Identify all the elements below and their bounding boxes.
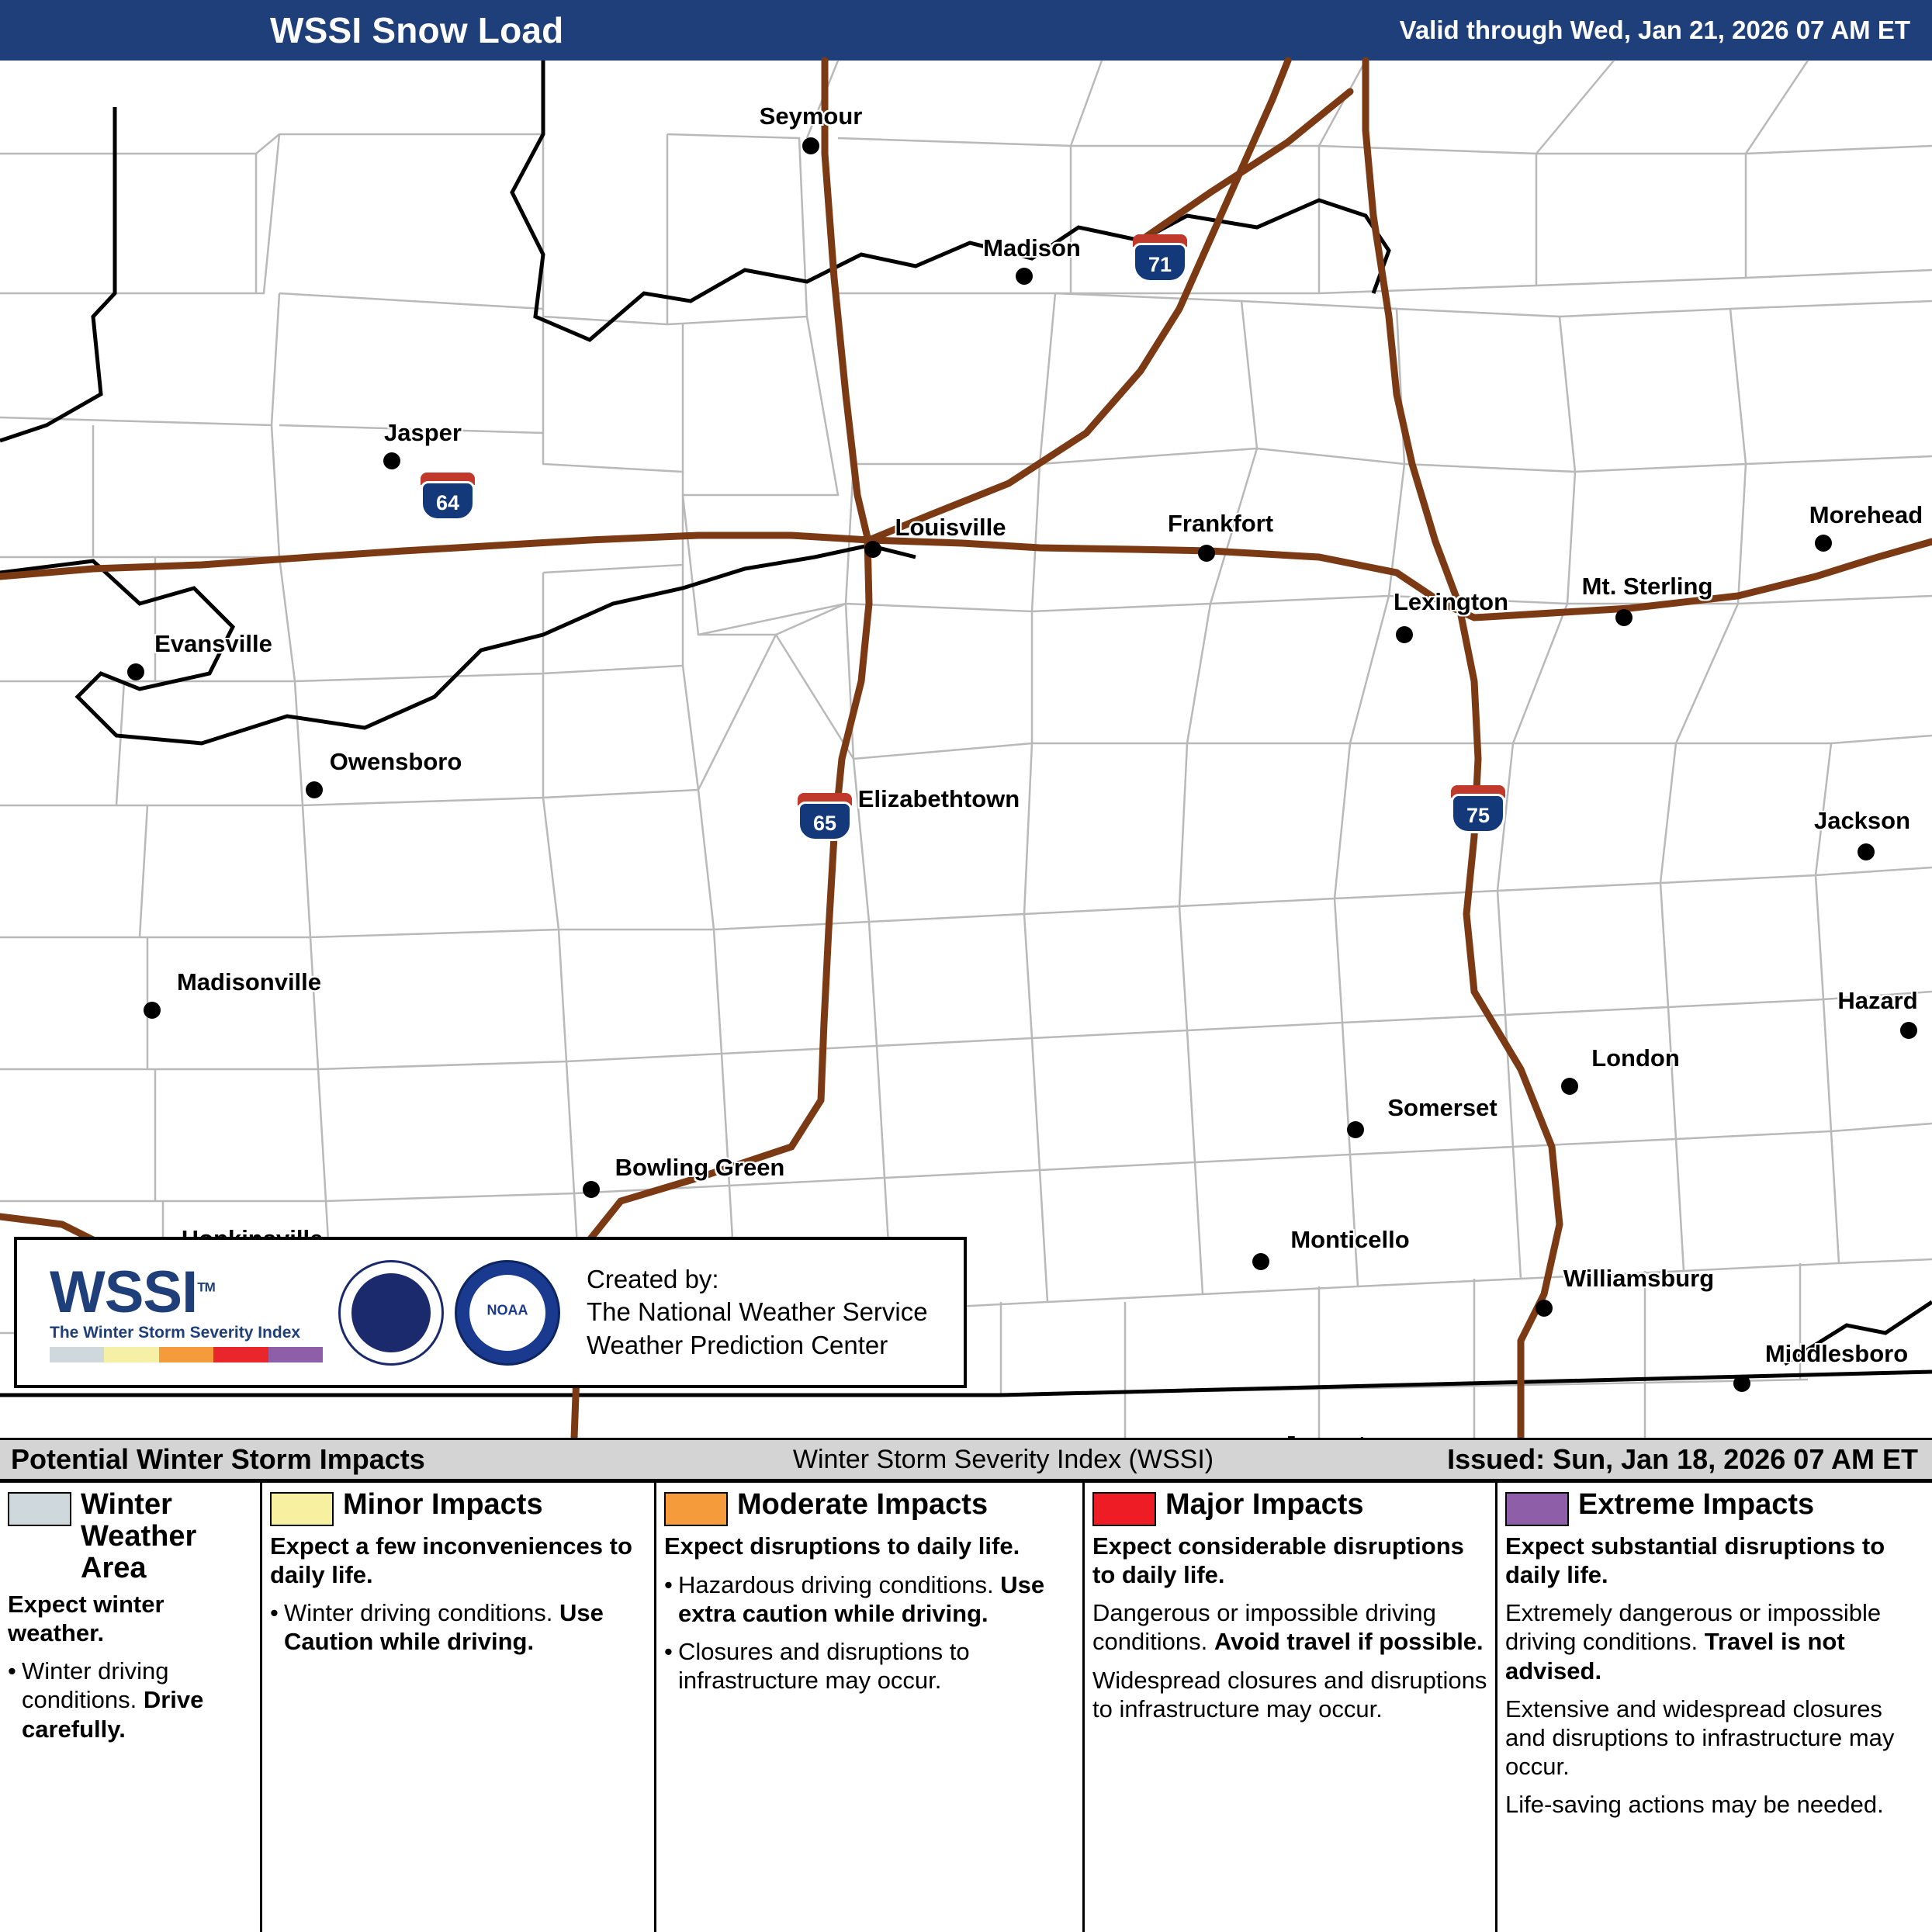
bullet-icon: •	[664, 1570, 673, 1598]
legend-color-swatch	[664, 1492, 728, 1526]
city-dot	[1858, 843, 1875, 860]
legend-category-lead: Expect disruptions to daily life.	[664, 1532, 1020, 1560]
legend-color-swatch	[8, 1492, 71, 1526]
legend-category	[656, 1483, 1085, 1932]
wssi-wordmark	[50, 1259, 327, 1325]
city-label: Elizabethtown	[857, 785, 1020, 812]
map-canvas[interactable]	[0, 61, 1932, 1438]
wssi-full-name: Winter Storm Severity Index (WSSI)	[792, 1444, 1214, 1474]
created-by-block	[587, 1263, 928, 1362]
legend-detail-item	[8, 1657, 252, 1743]
city-label: Evansville	[154, 630, 272, 657]
legend-category	[262, 1483, 656, 1932]
issued-text: Issued: Sun, Jan 18, 2026 07 AM ET	[1447, 1443, 1918, 1475]
wssi-swatch	[213, 1347, 268, 1362]
interstate-shield-number: 64	[421, 481, 475, 521]
legend-color-swatch	[1505, 1492, 1569, 1526]
legend-category-header	[664, 1489, 1075, 1526]
legend-color-swatch	[1092, 1492, 1156, 1526]
legend-detail-item: Dangerous or impossible driving conditions. Avoid travel if possible.	[1092, 1599, 1484, 1656]
city-dot	[1561, 1078, 1578, 1095]
interstate-shield-icon	[421, 473, 475, 521]
impacts-sub-header	[0, 1438, 1932, 1481]
legend-color-swatch	[270, 1492, 334, 1526]
city-dot	[1900, 1022, 1917, 1039]
wssi-swatch	[268, 1347, 323, 1362]
city-dot	[1016, 268, 1033, 285]
city-label: Frankfort	[1167, 510, 1274, 537]
city-label: Hazard	[1837, 987, 1918, 1014]
legend-detail-item: Widespread closures and disruptions to infrastructure may occur.	[1092, 1666, 1487, 1723]
city-dot	[1733, 1375, 1750, 1392]
legend-category-title: Winter Weather Area	[81, 1488, 197, 1585]
city-label: London	[1591, 1044, 1680, 1072]
valid-through-text: Valid through Wed, Jan 21, 2026 07 AM ET	[1399, 16, 1910, 44]
city-label: Somerset	[1387, 1094, 1497, 1121]
legend-category-header	[8, 1489, 252, 1584]
legend-detail-text: Winter driving conditions. Drive carefully.	[22, 1657, 204, 1743]
legend-category	[1085, 1483, 1497, 1932]
header-bar	[0, 0, 1932, 61]
wssi-swatch	[50, 1347, 104, 1362]
city-label: Jasper	[384, 419, 462, 446]
legend-detail-text: Closures and disruptions to infrastructure may occur.	[678, 1637, 970, 1695]
city-dot	[127, 663, 144, 680]
bullet-icon: •	[664, 1637, 673, 1665]
city-dot	[383, 452, 400, 469]
state-and-river-boundaries	[0, 61, 1932, 1395]
interstate-shield-number: 75	[1451, 794, 1505, 833]
wssi-brand	[17, 1259, 327, 1362]
city-label: Morehead	[1809, 501, 1923, 528]
impacts-title: Potential Winter Storm Impacts	[11, 1443, 425, 1475]
city-label: Monticello	[1290, 1226, 1410, 1253]
noaa-seal-icon	[455, 1260, 560, 1366]
city-dot	[1396, 626, 1413, 643]
city-label: Bowling Green	[615, 1154, 785, 1181]
legend-category-title: Minor Impacts	[343, 1488, 543, 1521]
created-by-line-3: Weather Prediction Center	[587, 1330, 888, 1359]
city-dot	[802, 137, 819, 154]
city-dot	[1615, 609, 1633, 626]
legend-category-header	[1092, 1489, 1487, 1526]
wssi-subtitle: The Winter Storm Severity Index	[50, 1323, 301, 1342]
interstate-shield-icon	[1451, 785, 1505, 833]
legend-detail-item	[270, 1598, 646, 1656]
city-label: Williamsburg	[1563, 1265, 1715, 1292]
legend-detail-item: Life-saving actions may be needed.	[1505, 1791, 1884, 1819]
legend-category	[1497, 1483, 1932, 1932]
legend-category-title: Major Impacts	[1165, 1488, 1364, 1521]
legend-category-lead: Expect winter weather.	[8, 1591, 164, 1646]
legend-detail-item: Extensive and widespread closures and disruptions to infrastructure may occur.	[1505, 1695, 1895, 1781]
city-dot	[1198, 545, 1215, 562]
wssi-text: WSSI	[50, 1259, 198, 1325]
wssi-color-swatches	[50, 1347, 323, 1362]
city-label: Mt. Sterling	[1581, 573, 1713, 600]
nws-seal-inner	[351, 1273, 431, 1352]
city-dot	[1536, 1300, 1553, 1317]
interstate-shield-number: 65	[798, 802, 852, 841]
legend-category-title: Moderate Impacts	[737, 1488, 989, 1521]
city-label: Seymour	[759, 102, 863, 130]
wssi-swatch	[159, 1347, 213, 1362]
city-dot	[864, 541, 881, 558]
legend-category-lead: Expect considerable disruptions to daily life.	[1092, 1532, 1464, 1588]
city-dot	[306, 781, 323, 798]
bullet-icon: •	[8, 1657, 16, 1685]
legend	[0, 1481, 1932, 1932]
created-by-line-1: Created by:	[587, 1265, 719, 1294]
interstate-shield-number: 71	[1133, 243, 1187, 282]
city-dot	[1815, 535, 1832, 552]
created-by-line-2: The National Weather Service	[587, 1297, 928, 1327]
legend-category-header	[1505, 1489, 1924, 1526]
city-label: Madisonville	[176, 968, 322, 995]
city-dot	[583, 1181, 600, 1198]
legend-detail-item	[664, 1637, 1075, 1695]
legend-category-title: Extreme Impacts	[1578, 1488, 1815, 1521]
city-dot	[144, 1002, 161, 1019]
legend-detail-text: Winter driving conditions. Use Caution while driving.	[284, 1599, 604, 1656]
wssi-swatch	[104, 1347, 158, 1362]
national-weather-service-seal-icon	[338, 1260, 444, 1366]
city-dot	[1252, 1253, 1269, 1270]
page-title: WSSI Snow Load	[270, 10, 564, 50]
interstate-shield-icon	[1133, 234, 1187, 282]
wssi-logo-box	[14, 1237, 967, 1388]
legend-detail-text: Hazardous driving conditions. Use extra caution while driving.	[678, 1570, 1045, 1627]
legend-category	[0, 1483, 262, 1932]
legend-category-header	[270, 1489, 646, 1526]
city-label: Louisville	[895, 514, 1006, 541]
city-label: Jackson	[1813, 807, 1911, 834]
city-label: Lexington	[1393, 588, 1509, 615]
city-label: Middlesboro	[1764, 1340, 1909, 1367]
city-label: Owensboro	[329, 748, 462, 775]
noaa-seal-label: NOAA	[486, 1302, 528, 1318]
bullet-icon: •	[270, 1599, 279, 1627]
legend-category-lead: Expect substantial disruptions to daily life.	[1505, 1532, 1885, 1588]
wssi-trademark: TM	[197, 1279, 215, 1295]
legend-detail-item	[664, 1570, 1075, 1628]
city-label: Madison	[983, 234, 1081, 261]
legend-category-lead: Expect a few inconveniences to daily life.	[270, 1532, 632, 1588]
legend-detail-item: Extremely dangerous or impossible driving conditions. Travel is not advised.	[1505, 1599, 1882, 1684]
city-dot	[1347, 1121, 1364, 1138]
interstate-shield-icon	[798, 793, 852, 841]
